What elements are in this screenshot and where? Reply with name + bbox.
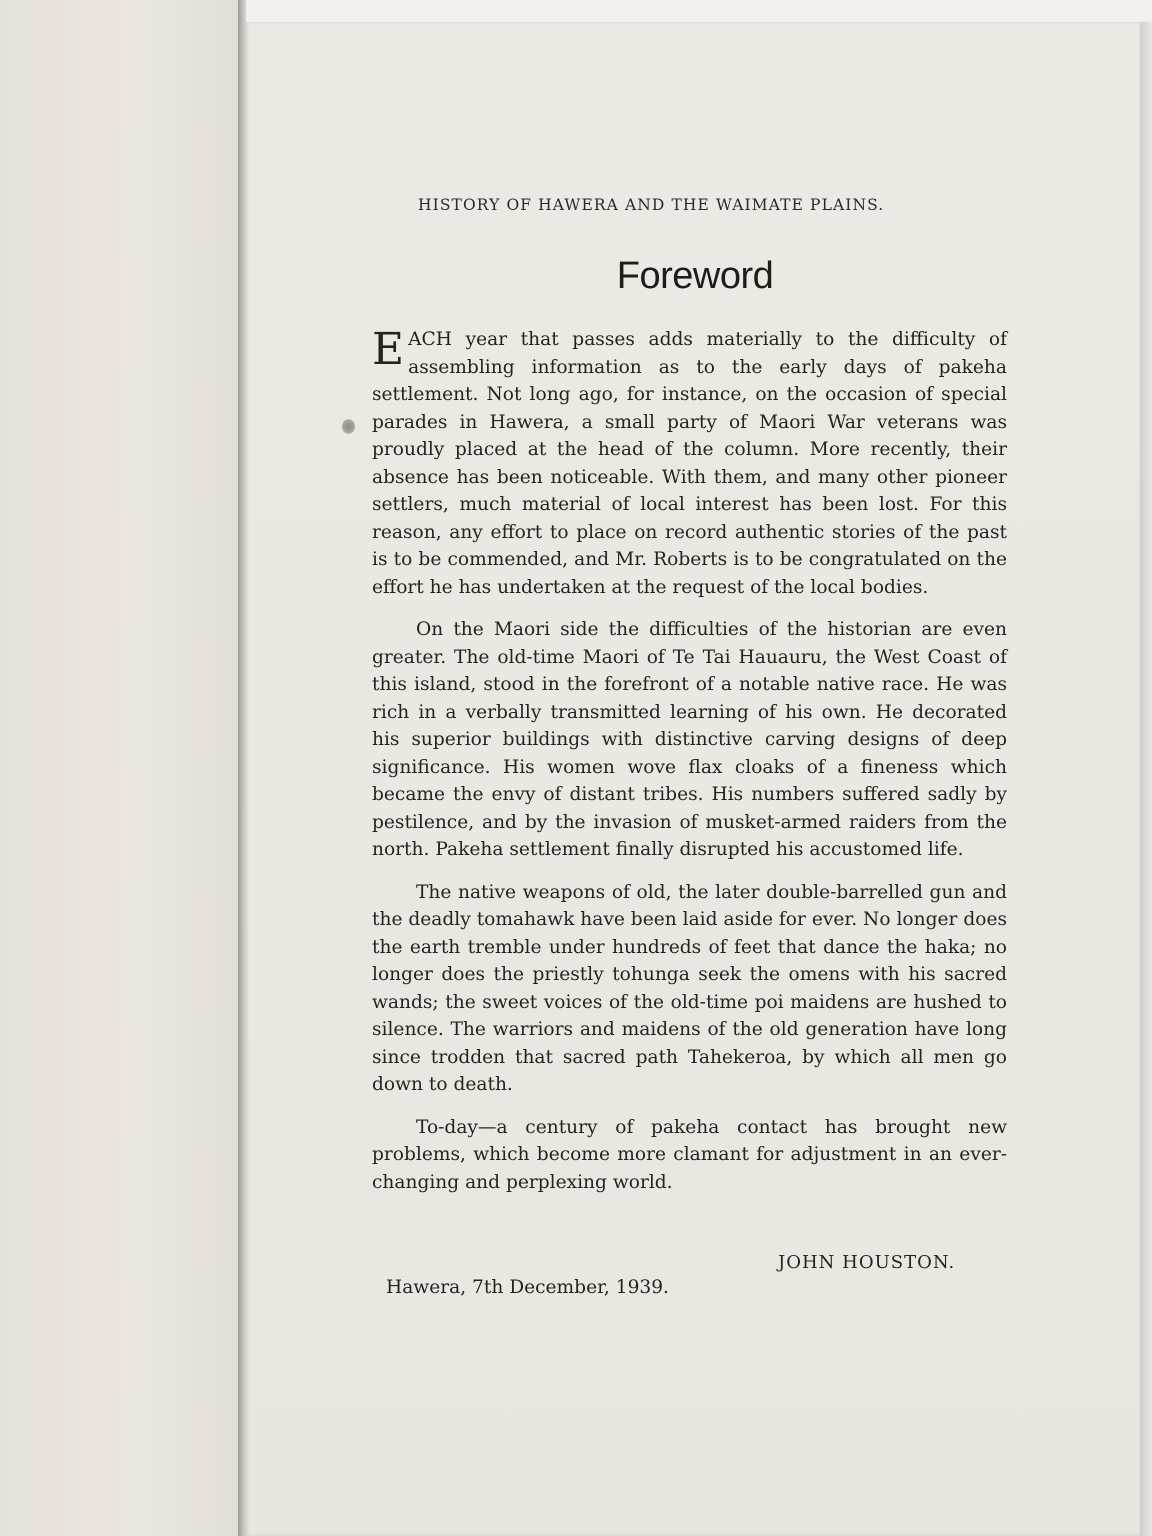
paragraph-2: On the Maori side the difficulties of the historian are even greater. The old-time Maori of Te Tai Hauauru, the West Coast of this island, stood in the forefront of a notable native race. He was rich in a verbally transmitted learning of his own. He decorated his superior buildings with distinctive carving designs of deep significance. His women wove flax cloaks of a fineness which became the envy of distant tribes. His numbers suffered sadly by pestilence, and by the invasion of musket-armed raiders from the north. Pakeha settlement finally disrupted his accustomed life. [372, 619, 1007, 860]
foreword-body [372, 326, 1007, 1211]
book-gutter [238, 0, 246, 1536]
dateline: Hawera, 7th December, 1939. [386, 1277, 669, 1298]
page-title: Foreword [616, 255, 774, 297]
background-edge [246, 0, 1152, 22]
page-edge [1140, 22, 1152, 1536]
author-signature: JOHN HOUSTON. [778, 1252, 956, 1273]
running-head: HISTORY OF HAWERA AND THE WAIMATE PLAINS. [418, 196, 885, 214]
left-page [0, 0, 238, 1536]
paragraph-1-text: ACH year that passes adds materially to the difficulty of assembling information as to the early days of pakeha settlement. Not long ago, for instance, on the occasion of special parades in Hawera, a small party of Maori War veterans was proudly placed at the head of the column. More recently, their absence has been noticeable. With them, and many other pioneer settlers, much material of local interest has been lost. For this reason, any effort to place on record authentic stories of the past is to be commended, and Mr. Roberts is to be congratulated on the effort he has undertaken at the request of the local bodies. [372, 329, 1007, 598]
paragraph-3: The native weapons of old, the later double-barrelled gun and the deadly tomahawk have been laid aside for ever. No longer does the earth tremble under hundreds of feet that dance the haka; no longer does the priestly tohunga seek the omens with his sacred wands; the sweet voices of the old-time poi maidens are hushed to silence. The warriors and maidens of the old generation have long since trodden that sacred path Tahekeroa, by which all men go down to death. [372, 881, 1007, 1095]
page-smudge [342, 419, 355, 434]
drop-cap: E [372, 324, 405, 375]
paragraph-1 [372, 326, 1007, 601]
paragraph-4: To-day—a century of pakeha contact has brought new problems, which become more clamant for adjustment in an ever-changing and perplexing world. [372, 1116, 1007, 1193]
